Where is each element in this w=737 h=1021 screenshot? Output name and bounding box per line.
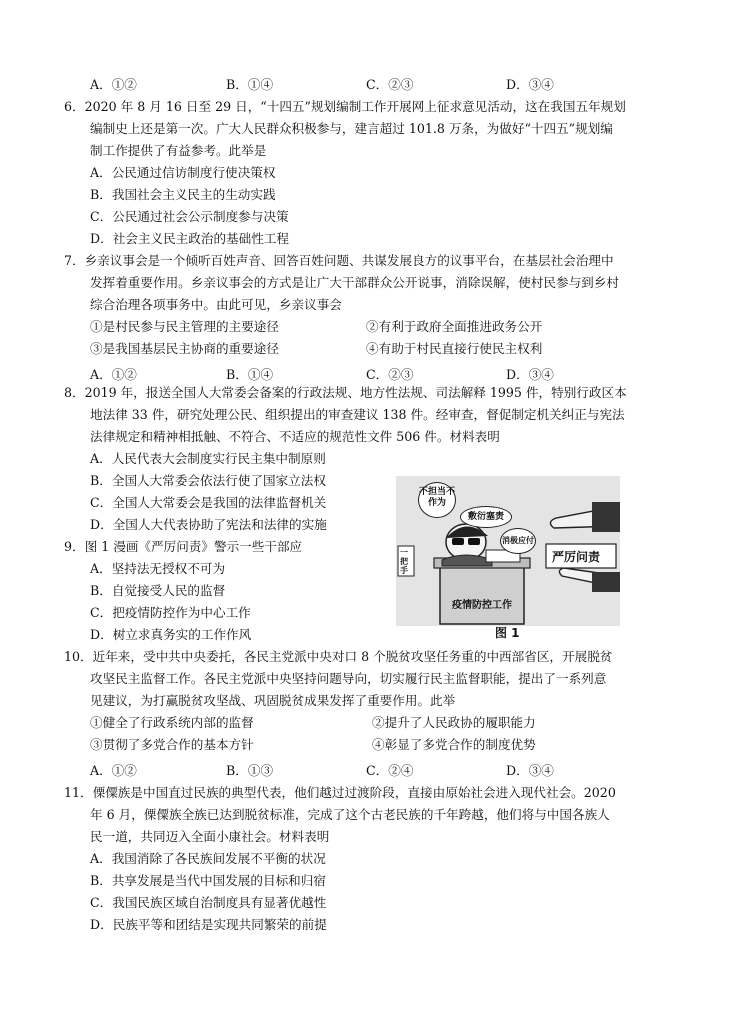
q5-option-a[interactable]: A．①② [90, 77, 137, 92]
q10-option-b[interactable]: B．①③ [226, 763, 274, 778]
bubble-perfunctory: 敷衍塞责 [460, 506, 512, 528]
cartoon-figure [396, 476, 620, 626]
q9-option-b[interactable]: B．自觉接受人民的监督 [90, 583, 226, 598]
q7-stem-line-2: 发挥着重要作用。乡亲议事会的方式是让广大干部群众公开说事，消除误解，使村民参与到乡村 [90, 275, 619, 290]
q6-option-a[interactable]: A．公民通过信访制度行使决策权 [90, 165, 276, 180]
bubble-not-acting: 不担当不作为 [418, 482, 456, 518]
q7-item-2: ②有利于政府全面推进政务公开 [366, 319, 543, 334]
q10-item-3: ③贯彻了多党合作的基本方针 [90, 737, 254, 752]
q10-option-a[interactable]: A．①② [90, 763, 137, 778]
q8-option-c[interactable]: C．全国人大常委会是我国的法律监督机关 [90, 495, 327, 510]
badge-label: 一把手 [400, 548, 408, 575]
q11-option-d[interactable]: D．民族平等和团结是实现共同繁荣的前提 [90, 917, 327, 932]
q11-option-b[interactable]: B．共享发展是当代中国发展的目标和归宿 [90, 873, 326, 888]
bubble-passive: 消极应付 [500, 528, 536, 554]
q10-stem-line-2: 攻坚民主监督工作。各民主党派中央坚持问题导向，切实履行民主监督职能，提出了一系列意 [90, 671, 607, 686]
q9-option-c[interactable]: C．把疫情防控作为中心工作 [90, 605, 251, 620]
q7-stem-line-1: 7．乡亲议事会是一个倾听百姓声音、回答百姓问题、共谋发展良方的议事平台，在基层社会治理中 [64, 253, 614, 268]
figure-caption: 图 1 [495, 626, 520, 640]
q7-item-4: ④有助于村民直接行使民主权利 [366, 341, 543, 356]
sign-strict-accountability: 严厉问责 [552, 550, 601, 564]
q9-stem: 9．图 1 漫画《严厉问责》警示一些干部应 [64, 539, 303, 554]
q8-option-a[interactable]: A．人民代表大会制度实行民主集中制原则 [90, 451, 326, 466]
q8-stem-line-3: 法律规定和精神相抵触、不符合、不适应的规范性文件 506 件。材料表明 [90, 429, 500, 444]
q10-item-1: ①健全了行政系统内部的监督 [90, 715, 254, 730]
q6-stem-line-1: 6．2020 年 8 月 16 日至 29 日，“十四五”规划编制工作开展网上征求意见活动，这在我国五年规划 [64, 99, 626, 114]
q10-option-c[interactable]: C．②④ [366, 763, 414, 778]
q8-option-b[interactable]: B．全国人大常委会依法行使了国家立法权 [90, 473, 326, 488]
q5-option-b[interactable]: B．①④ [226, 77, 274, 92]
q7-option-d[interactable]: D．③④ [506, 367, 554, 382]
q11-stem-line-3: 民一道，共同迈入全面小康社会。材料表明 [90, 829, 330, 844]
q7-option-b[interactable]: B．①④ [226, 367, 274, 382]
q10-stem-line-3: 见建议，为打赢脱贫攻坚战、巩固脱贫成果发挥了重要作用。此举 [90, 693, 456, 708]
q10-item-4: ④彰显了多党合作的制度优势 [372, 737, 536, 752]
q7-option-c[interactable]: C．②③ [366, 367, 414, 382]
q8-stem-line-1: 8．2019 年，报送全国人大常委会备案的行政法规、地方性法规、司法解释 1995 件，特别行政区本 [64, 385, 627, 400]
q10-option-d[interactable]: D．③④ [506, 763, 554, 778]
q6-stem-line-3: 制工作提供了有益参考。此举是 [90, 143, 267, 158]
q6-stem-line-2: 编制史上还是第一次。广大人民群众积极参与，建言超过 101.8 万条，为做好“十四五”规划编 [90, 121, 613, 136]
q11-stem-line-2: 年 6 月，傈僳族全族已达到脱贫标准，完成了这个古老民族的千年跨越，他们将与中国各族人 [90, 807, 610, 822]
q7-item-3: ③是我国基层民主协商的重要途径 [90, 341, 279, 356]
q8-stem-line-2: 地法律 33 件，研究处理公民、组织提出的审查建议 138 件。经审查，督促制定机关纠正与宪法 [90, 407, 625, 422]
q8-option-d[interactable]: D．全国人大代表协助了宪法和法律的实施 [90, 517, 327, 532]
desk-label: 疫情防控工作 [452, 600, 512, 611]
q5-option-d[interactable]: D．③④ [506, 77, 554, 92]
q6-option-b[interactable]: B．我国社会主义民主的生动实践 [90, 187, 276, 202]
q5-option-c[interactable]: C．②③ [366, 77, 414, 92]
q11-option-a[interactable]: A．我国消除了各民族间发展不平衡的状况 [90, 851, 326, 866]
q9-option-a[interactable]: A．坚持法无授权不可为 [90, 561, 226, 576]
q6-option-d[interactable]: D．社会主义民主政治的基础性工程 [90, 231, 290, 246]
q6-option-c[interactable]: C．公民通过社会公示制度参与决策 [90, 209, 289, 224]
q7-option-a[interactable]: A．①② [90, 367, 137, 382]
q10-stem-line-1: 10．近年来，受中共中央委托，各民主党派中央对口 8 个脱贫攻坚任务重的中西部省区，开展脱贫 [64, 649, 613, 664]
q9-option-d[interactable]: D．树立求真务实的工作作风 [90, 627, 252, 642]
q7-item-1: ①是村民参与民主管理的主要途径 [90, 319, 279, 334]
q7-stem-line-3: 综合治理各项事务中。由此可见，乡亲议事会 [90, 297, 342, 312]
q11-stem-line-1: 11．傈僳族是中国直过民族的典型代表，他们越过过渡阶段，直接由原始社会进入现代社会。2020 [64, 785, 616, 800]
q10-item-2: ②提升了人民政协的履职能力 [372, 715, 536, 730]
q11-option-c[interactable]: C．我国民族区域自治制度具有显著优越性 [90, 895, 327, 910]
